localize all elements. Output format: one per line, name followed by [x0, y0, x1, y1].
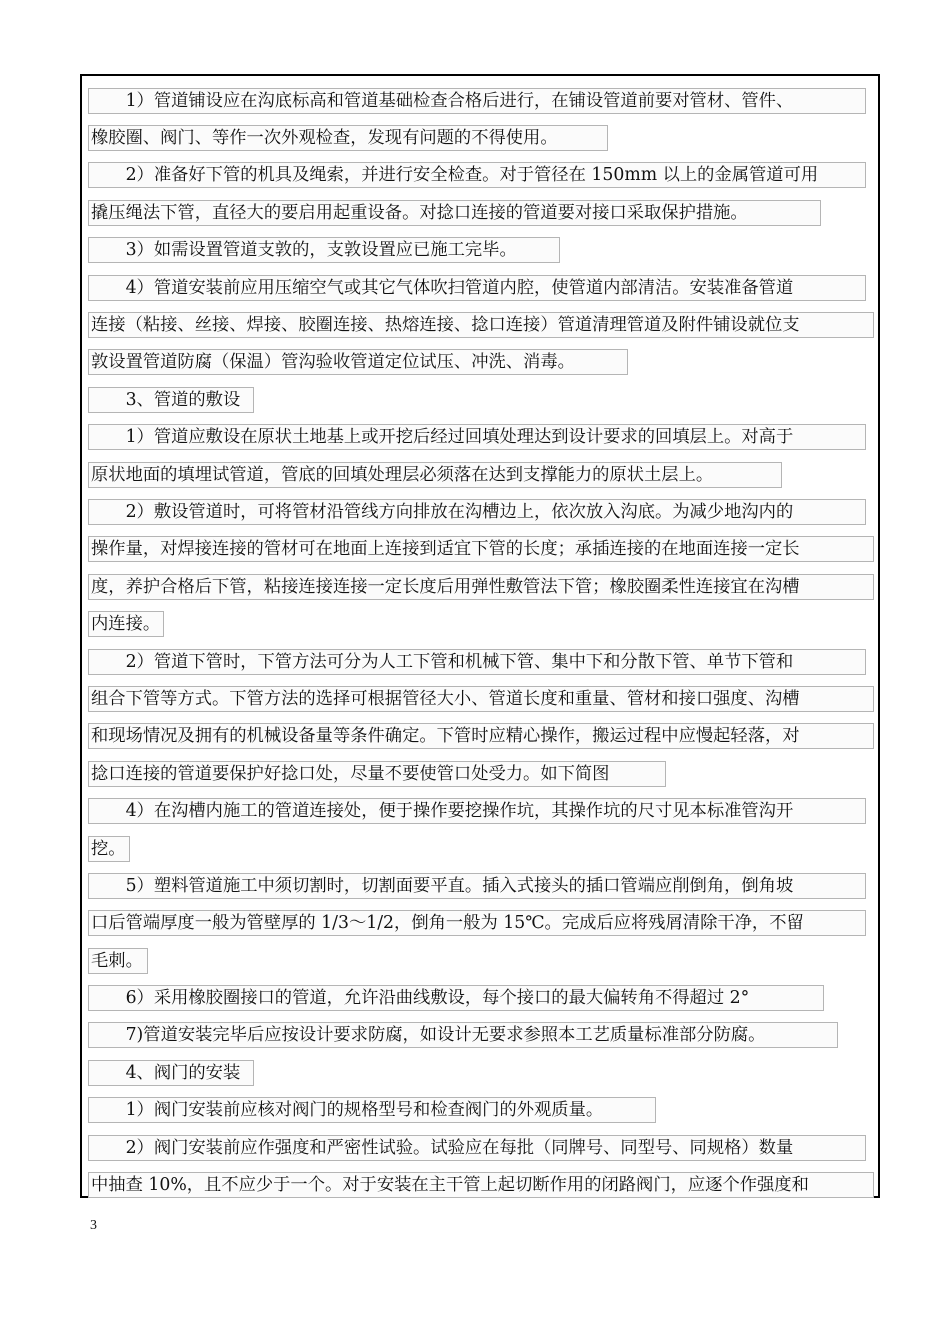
- text-line: [88, 306, 874, 343]
- text-line-content: 操作量，对焊接连接的管材可在地面上连接到适宜下管的长度；承插连接的在地面连接一定长: [88, 536, 874, 562]
- document-frame: [80, 74, 880, 1198]
- text-line-content: 度，养护合格后下管，粘接连接连接一定长度后用弹性敷管法下管；橡胶圈柔性连接宜在沟槽: [88, 574, 874, 600]
- text-line-content: 敦设置管道防腐（保温）管沟验收管道定位试压、冲洗、消毒。: [88, 349, 628, 375]
- text-line-content: 2）敷设管道时，可将管材沿管线方向排放在沟槽边上，依次放入沟底。为减少地沟内的: [88, 499, 866, 525]
- text-line-content: 毛刺。: [88, 948, 148, 974]
- text-line: [88, 792, 874, 829]
- text-line: [88, 232, 874, 269]
- page-number: 3: [90, 1218, 97, 1233]
- section-heading-text: 4、阀门的安装: [88, 1060, 254, 1086]
- text-line-content: 1）阀门安装前应核对阀门的规格型号和检查阀门的外观质量。: [88, 1097, 656, 1123]
- text-line-content: 4）在沟槽内施工的管道连接处，便于操作要挖操作坑，其操作坑的尺寸见本标准管沟开: [88, 798, 866, 824]
- text-line-content: 连接（粘接、丝接、焊接、胶圈连接、热熔连接、捻口连接）管道清理管道及附件铺设就位支: [88, 312, 874, 338]
- text-line: [88, 456, 874, 493]
- text-line-content: 4）管道安装前应用压缩空气或其它气体吹扫管道内腔，使管道内部清洁。安装准备管道: [88, 275, 866, 301]
- text-line: [88, 157, 874, 194]
- text-line: [88, 867, 874, 904]
- text-line-content: 1）管道铺设应在沟底标高和管道基础检查合格后进行，在铺设管道前要对管材、管件、: [88, 88, 866, 114]
- text-line: [88, 419, 874, 456]
- text-line: [88, 942, 874, 979]
- text-line: [88, 1092, 874, 1129]
- text-line-content: 橡胶圈、阀门、等作一次外观检查，发现有问题的不得使用。: [88, 125, 608, 151]
- text-line-content: 2）阀门安装前应作强度和严密性试验。试验应在每批（同牌号、同型号、同规格）数量: [88, 1135, 866, 1161]
- section-heading: [88, 1054, 874, 1091]
- text-line: [88, 1166, 874, 1203]
- section-heading: [88, 381, 874, 418]
- text-line: [88, 493, 874, 530]
- text-line-content: 撬压绳法下管，直径大的要启用起重设备。对捻口连接的管道要对接口采取保护措施。: [88, 200, 821, 226]
- text-line: [88, 718, 874, 755]
- text-line: [88, 344, 874, 381]
- text-line-content: 3）如需设置管道支敦的，支敦设置应已施工完毕。: [88, 237, 560, 263]
- text-line: [88, 82, 874, 119]
- text-line-content: 原状地面的填埋试管道，管底的回填处理层必须落在达到支撑能力的原状土层上。: [88, 462, 782, 488]
- text-line: [88, 1017, 874, 1054]
- text-line-content: 2）管道下管时，下管方法可分为人工下管和机械下管、集中下和分散下管、单节下管和: [88, 649, 866, 675]
- text-line-content: 5）塑料管道施工中须切割时，切割面要平直。插入式接头的插口管端应削倒角，倒角坡: [88, 873, 866, 899]
- text-line: [88, 194, 874, 231]
- text-line-content: 内连接。: [88, 611, 164, 637]
- text-line: [88, 680, 874, 717]
- text-line: [88, 905, 874, 942]
- section-heading-text: 3、管道的敷设: [88, 387, 254, 413]
- text-line: [88, 605, 874, 642]
- text-line-content: 和现场情况及拥有的机械设备量等条件确定。下管时应精心操作，搬运过程中应慢起轻落，对: [88, 723, 874, 749]
- text-line: [88, 119, 874, 156]
- text-line-content: 中抽查 10%，且不应少于一个。对于安装在主干管上起切断作用的闭路阀门，应逐个作强度和: [88, 1172, 874, 1198]
- document-body: [88, 82, 874, 1204]
- text-line-content: 口后管端厚度一般为管壁厚的 1/3～1/2，倒角一般为 15℃。完成后应将残屑清除干净，不留: [88, 910, 866, 936]
- text-line: [88, 269, 874, 306]
- text-line-content: 2）准备好下管的机具及绳索，并进行安全检查。对于管径在 150mm 以上的金属管道可用: [88, 162, 866, 188]
- text-line: [88, 1129, 874, 1166]
- text-line-content: 7)管道安装完毕后应按设计要求防腐，如设计无要求参照本工艺质量标准部分防腐。: [88, 1022, 838, 1048]
- text-line-content: 捻口连接的管道要保护好捻口处，尽量不要使管口处受力。如下简图: [88, 761, 666, 787]
- text-line: [88, 830, 874, 867]
- text-line: [88, 755, 874, 792]
- text-line-content: 组合下管等方式。下管方法的选择可根据管径大小、管道长度和重量、管材和接口强度、沟槽: [88, 686, 874, 712]
- text-line: [88, 568, 874, 605]
- text-line: [88, 643, 874, 680]
- text-line-content: 1）管道应敷设在原状土地基上或开挖后经过回填处理达到设计要求的回填层上。对高于: [88, 424, 866, 450]
- text-line: [88, 531, 874, 568]
- text-line-content: 挖。: [88, 836, 130, 862]
- text-line: [88, 979, 874, 1016]
- text-line-content: 6）采用橡胶圈接口的管道，允许沿曲线敷设，每个接口的最大偏转角不得超过 2°: [88, 985, 824, 1011]
